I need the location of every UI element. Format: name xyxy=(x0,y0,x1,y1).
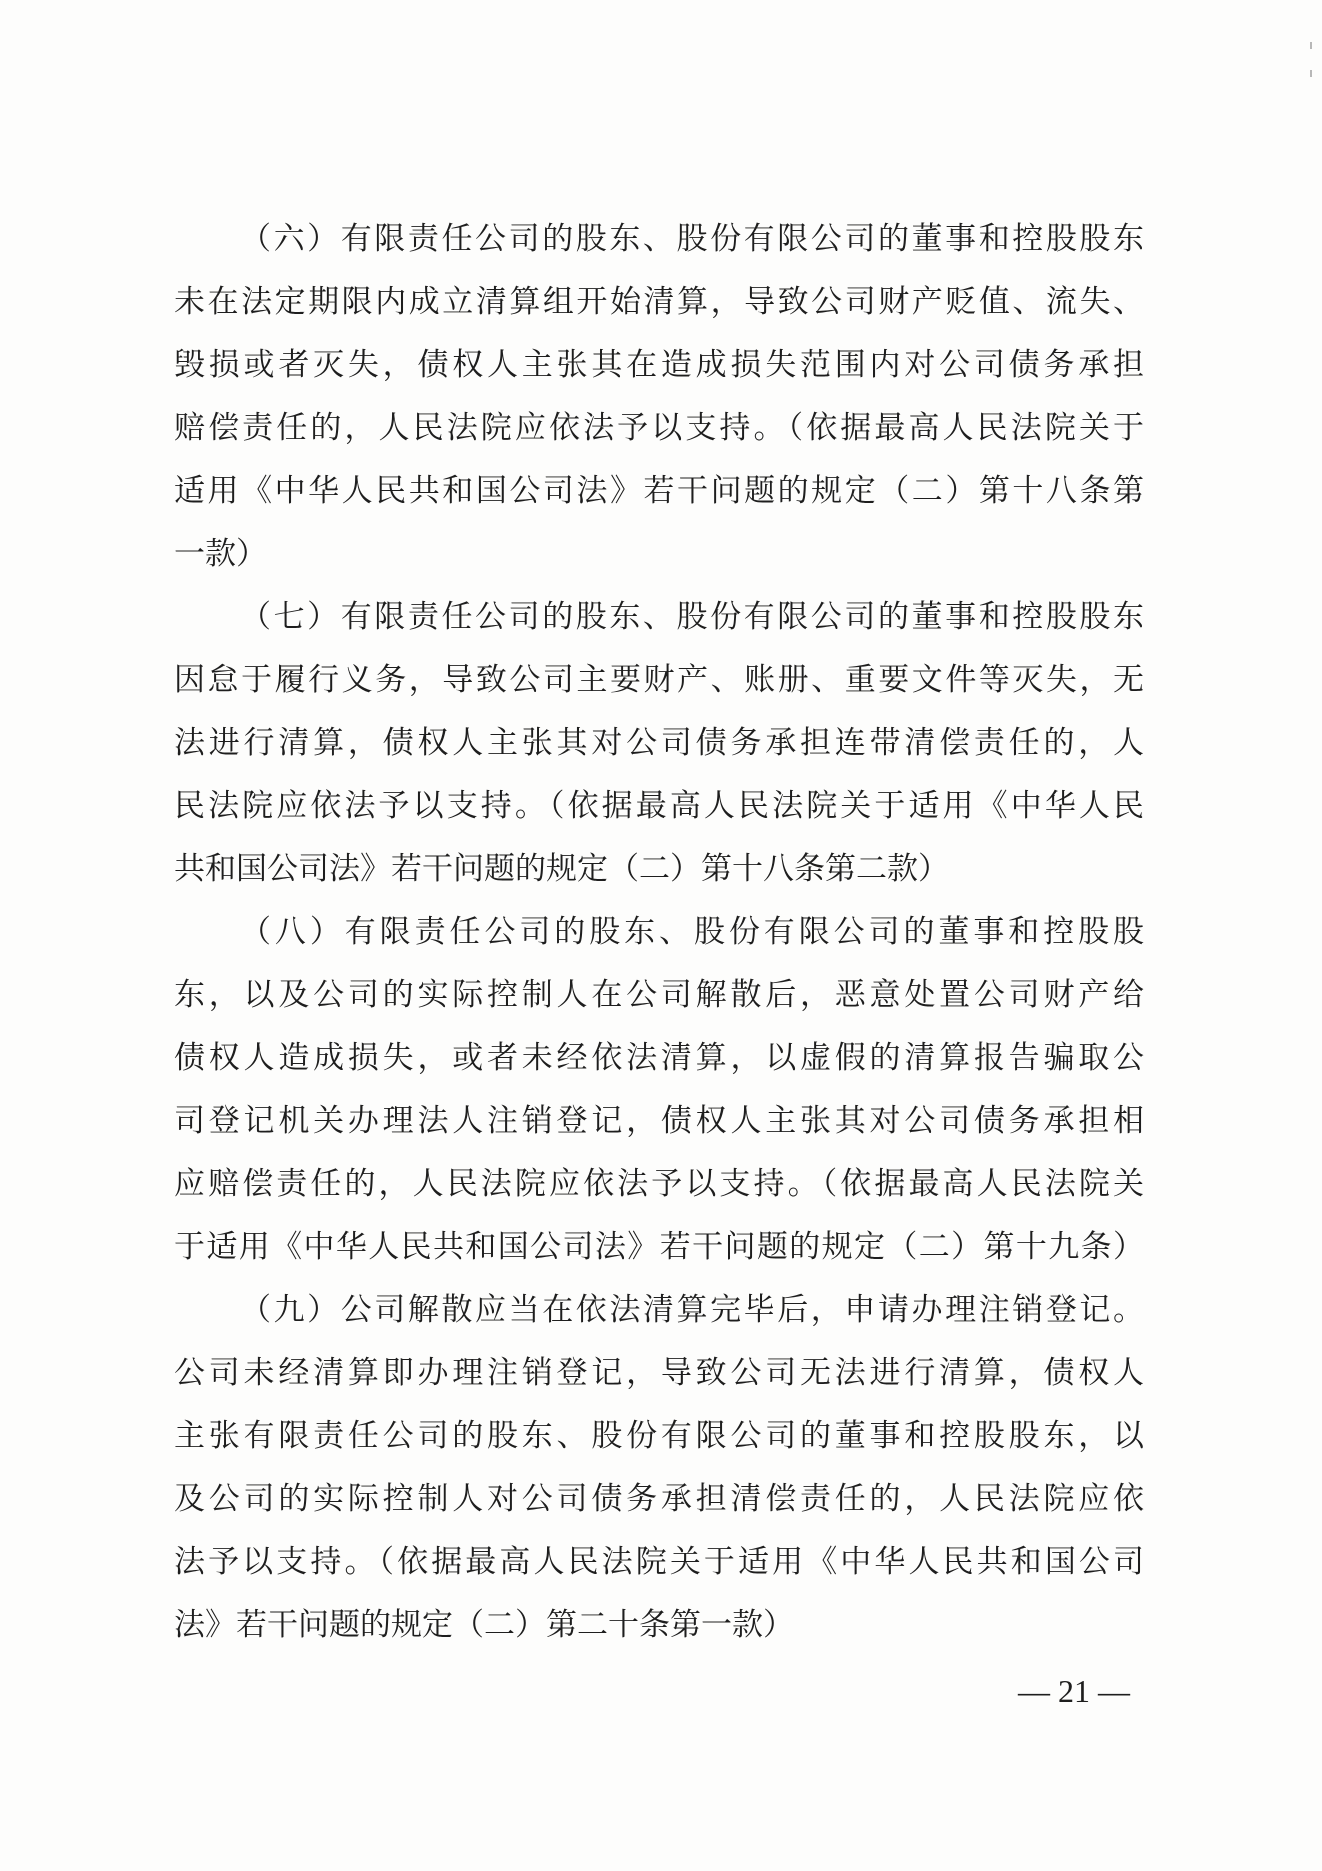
paragraph-6 xyxy=(174,208,1144,586)
text-line: 共和国公司法》若干问题的规定（二）第十八条第二款） xyxy=(174,851,949,887)
text-line: 法予以支持。（依据最高人民法院关于适用《中华人民共和国公司 xyxy=(174,1544,1144,1580)
text-line: 毁损或者灭失，债权人主张其在造成损失范围内对公司债务承担 xyxy=(174,347,1144,383)
paragraph-7 xyxy=(174,586,1144,901)
text-line: （八）有限责任公司的股东、股份有限公司的董事和控股股 xyxy=(240,914,1144,950)
text-line: 主张有限责任公司的股东、股份有限公司的董事和控股股东，以 xyxy=(174,1418,1144,1454)
text-line: （六）有限责任公司的股东、股份有限公司的董事和控股股东 xyxy=(240,221,1144,257)
text-line: 因怠于履行义务，导致公司主要财产、账册、重要文件等灭失，无 xyxy=(174,662,1144,698)
text-line: 法进行清算，债权人主张其对公司债务承担连带清偿责任的，人 xyxy=(174,725,1144,761)
text-line: 公司未经清算即办理注销登记，导致公司无法进行清算，债权人 xyxy=(174,1355,1144,1391)
text-line: （九）公司解散应当在依法清算完毕后，申请办理注销登记。 xyxy=(240,1292,1144,1328)
text-line: （七）有限责任公司的股东、股份有限公司的董事和控股股东 xyxy=(240,599,1144,635)
scan-artifact-mark xyxy=(1310,70,1312,77)
text-line: 一款） xyxy=(174,536,267,572)
scan-artifact-mark xyxy=(1310,42,1312,49)
text-line: 赔偿责任的，人民法院应依法予以支持。（依据最高人民法院关于 xyxy=(174,410,1144,446)
text-line: 债权人造成损失，或者未经依法清算，以虚假的清算报告骗取公 xyxy=(174,1040,1144,1076)
text-line: 法》若干问题的规定（二）第二十条第一款） xyxy=(174,1607,794,1643)
text-line: 于适用《中华人民共和国公司法》若干问题的规定（二）第十九条） xyxy=(174,1229,1144,1265)
text-line: 未在法定期限内成立清算组开始清算，导致公司财产贬值、流失、 xyxy=(174,284,1144,320)
text-line: 应赔偿责任的，人民法院应依法予以支持。（依据最高人民法院关 xyxy=(174,1166,1144,1202)
text-line: 司登记机关办理法人注销登记，债权人主张其对公司债务承担相 xyxy=(174,1103,1144,1139)
text-line: 及公司的实际控制人对公司债务承担清偿责任的，人民法院应依 xyxy=(174,1481,1144,1517)
paragraph-9 xyxy=(174,1279,1144,1657)
body-text xyxy=(174,208,1144,1657)
text-line: 民法院应依法予以支持。（依据最高人民法院关于适用《中华人民 xyxy=(174,788,1144,824)
page-number: — 21 — xyxy=(1018,1673,1130,1709)
text-line: 适用《中华人民共和国公司法》若干问题的规定（二）第十八条第 xyxy=(174,473,1144,509)
paragraph-8 xyxy=(174,901,1144,1279)
text-line: 东，以及公司的实际控制人在公司解散后，恶意处置公司财产给 xyxy=(174,977,1144,1013)
